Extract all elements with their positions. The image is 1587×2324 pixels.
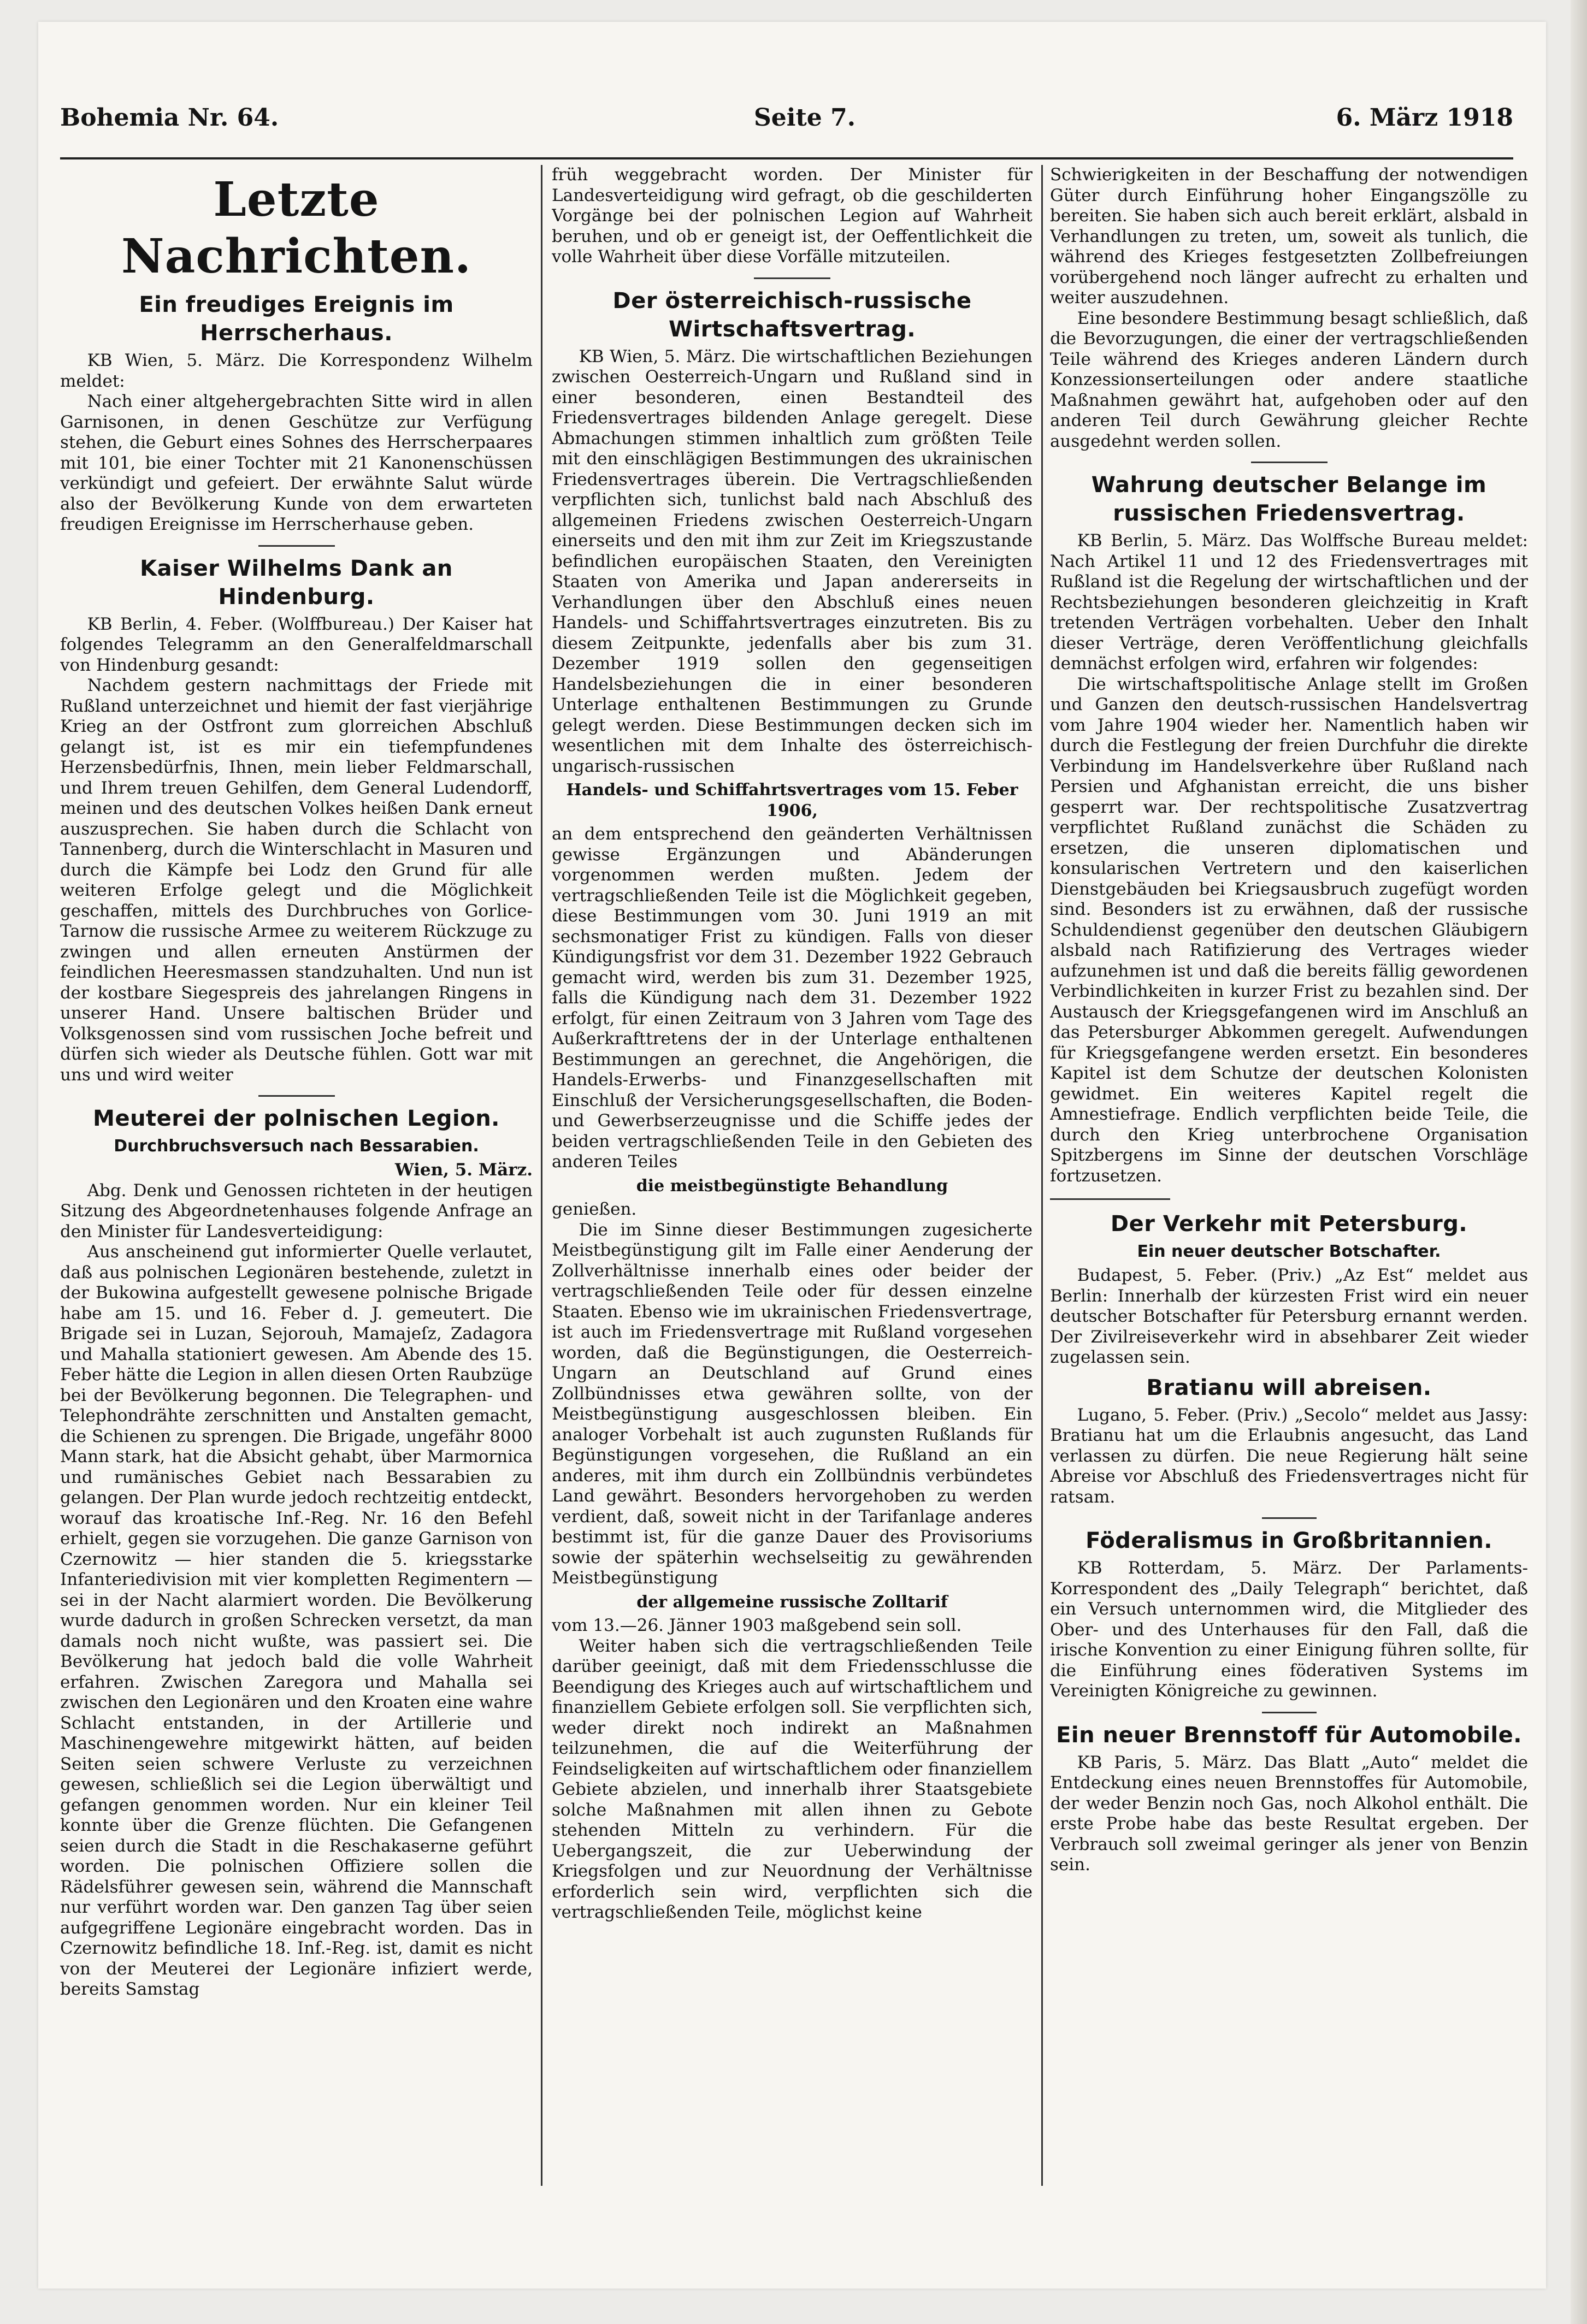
- article-paragraph: genießen.: [552, 1199, 637, 1219]
- article-paragraph: KB Berlin, 5. März. Das Wolffsche Bureau meldet: Nach Artikel 11 und 12 des Friedensvertrages mit Rußland ist die Regelung der wirtschaftlichen und der Rechtsbeziehungen besonderen gleichzeitig in Kraft tretenden Verträgen vorbehalten. Ueber den Inhalt dieser Verträge, deren Veröffentlichung gleichfalls demnächst erfolgen wird, erfahren wir folgendes:: [1050, 531, 1528, 673]
- column-2: [552, 165, 1033, 2197]
- column-1: [60, 165, 533, 2197]
- article-paragraph: Abg. Denk und Genossen richteten in der heutigen Sitzung des Abgeordnetenhauses folgende Anfrage an den Minister für Landesverteidigung:: [60, 1180, 533, 1241]
- article-title: Ein freudiges Ereignis im Herrscherhaus.: [139, 292, 454, 346]
- article-paragraph: an dem entsprechend den geänderten Verhältnissen gewisse Ergänzungen und Abänderungen vorgenommen werden mußten. Jedem der vertragschließenden Teile ist die Möglichkeit gegeben, diese Bestimmungen vom 30. Juni 1919 an mit sechsmonatiger Frist zu kündigen. Falls von dieser Kündigungsfrist vor dem 31. Dezember 1922 Gebrauch gemacht wird, werden bis zum 31. Dezember 1925, falls die Kündigung nach dem 31. Dezember 1922 erfolgt, für einen Zeitraum von 3 Jahren vom Tage des Außerkrafttretens der in der Unterlage enthaltenen Bestimmungen an gerechnet, die Angehörigen, die Handels-Erwerbs- und Finanzgesellschaften mit Einschluß der Versicherungsgesellschaften, die Boden- und Gewerbserzeugnisse und die Schiffe jedes der beiden vertragschließenden Teile in den Gebieten des anderen Teiles: [552, 824, 1033, 1172]
- article-paragraph: KB Paris, 5. März. Das Blatt „Auto“ meldet die Entdeckung eines neuen Brennstoffes für Automobile, der weder Benzin noch Gas, noch Alkohol enthält. Die erste Probe habe das beste Resultat ergeben. Der Verbrauch soll zweimal geringer als jener von Benzin sein.: [1050, 1752, 1528, 1874]
- column-rule-2: [1041, 165, 1043, 2186]
- article-title: Bratianu will abreisen.: [1146, 1375, 1432, 1400]
- scanner-edge-shadow: [1571, 0, 1587, 2324]
- article-paragraph: KB Wien, 5. März. Die wirtschaftlichen Beziehungen zwischen Oesterreich-Ungarn und Rußland sind in einer besonderen, einen Bestandteil des Friedensvertrages bildenden Anlage geregelt. Diese Abmachungen stimmen inhaltlich zum größten Teile mit den einschlägigen Bestimmungen des ukrainischen Friedensvertrages überein. Die Vertragschließenden verpflichten sich, tunlichst bald nach Abschluß des allgemeinen Friedens zwischen Oesterreich-Ungarn einerseits und den mit ihm zur Zeit im Kriegszustande befindlichen europäischen Staaten, den Vereinigten Staaten von Amerika und Japan andererseits in Verhandlungen über den Abschluß eines neuen Handels- und Schiffahrtsvertrages einzutreten. Bis zu diesem Zeitpunkte, jedenfalls aber bis zum 31. Dezember 1919 sollen den gegenseitigen Handelsbeziehungen die in einer besonderen Unterlage enthaltenen Bestimmungen zu Grunde gelegt werden. Diese Bestimmungen decken sich im wesentlichen mit dem Inhalte des österreichisch-ungarisch-russischen: [552, 346, 1033, 776]
- article-paragraph: Weiter haben sich die vertragschließenden Teile darüber geeinigt, daß mit dem Friedensschlusse die Beendigung des Krieges auch auf wirtschaftlichem und finanziellem Gebiete erfolgen soll. Sie verpflichten sich, weder direkt noch indirekt an Maßnahmen teilzunehmen, die auf die Weiterführung der Feindseligkeiten auf wirtschaftlichem oder finanziellem Gebiete abzielen, und innerhalb ihrer Staatsgebiete solche Maßnahmen mit allen ihnen zu Gebote stehenden Mitteln zu verhindern. Für die Uebergangszeit, die zur Ueberwindung der Kriegsfolgen und zur Neuordnung der Verhältnisse erforderlich sein wird, verpflichten sich die vertragschließenden Teile, möglichst keine: [552, 1636, 1033, 1922]
- article-paragraph: KB Berlin, 4. Feber. (Wolffbureau.) Der Kaiser hat folgendes Telegramm an den Generalfeldmarschall von Hindenburg gesandt:: [60, 614, 533, 675]
- article-paragraph: Nach einer altgehergebrachten Sitte wird in allen Garnisonen, in denen Geschütze zur Verfügung stehen, die Geburt eines Sohnes des Herrscherpaares mit 101, bie einer Tochter mit 21 Kanonenschüssen verkündigt und gefeiert. Der erwähnte Salut würde also der Bevölkerung Kunde von dem erwarteten freudigen Ereignisse im Herrscherhause geben.: [60, 392, 533, 534]
- article-paragraph: Eine besondere Bestimmung besagt schließlich, daß die Bevorzugungen, die einer der vertragschließenden Teile während des Krieges anderen Ländern durch Konzessionserteilungen oder andere staatliche Maßnahmen gewährt hat, aufgehoben oder auf den anderen Teil durch Gewährung gleicher Rechte ausgedehnt werden sollen.: [1050, 308, 1528, 451]
- header-rule: [60, 157, 1513, 159]
- article-separator: [1050, 1198, 1170, 1200]
- article-continuation: Schwierigkeiten in der Beschaffung der notwendigen Güter durch Einführung hoher Eingangszölle zu bereiten. Sie haben sich auch bereit erklärt, alsbald in Verhandlungen zu treten, um, soweit als tunlich, die während des Krieges festgesetzten Zollbefreiungen vorübergehend noch länger aufrecht zu erhalten und weiter auszudehnen.: [1050, 165, 1528, 307]
- article-subhead: Handels- und Schiffahrtsvertrages vom 15. Feber 1906,: [566, 780, 1018, 820]
- article-paragraph: Die im Sinne dieser Bestimmungen zugesicherte Meistbegünstigung gilt im Falle einer Aenderung der Zollverhältnisse innerhalb eines oder beider der vertragschließenden Teile oder für dessen einzelne Staaten. Ebenso wie im ukrainischen Friedensvertrage, ist auch im Friedensvertrage mit Rußland vorgesehen worden, daß die Begünstigungen, die Oesterreich-Ungarn an Deutschland auf Grund eines Zollbündnisses etwa gewähren sollte, von der Meistbegünstigung ausgeschlossen bleiben. Ein analoger Vorbehalt ist auch zugunsten Rußlands für Begünstigungen vorgesehen, die Rußland an ein anderes, mit ihm durch ein Zollbündnis verbündetes Land gewährt. Besonders hervorgehoben zu werden verdient, daß, soweit nicht in der Tarifanlage anderes bestimmt ist, für die ganze Dauer des Provisoriums sowie der späterhin wechselseitig zu gewährenden Meistbegünstigung: [552, 1220, 1033, 1588]
- header-date: 6. März 1918: [1336, 104, 1513, 132]
- article-title: Wahrung deutscher Belange im russischen Friedensvertrag.: [1091, 472, 1487, 526]
- article-title: Föderalismus in Großbritannien.: [1085, 1528, 1492, 1553]
- header-page-number: Seite 7.: [754, 104, 856, 132]
- article-title: Ein neuer Brennstoff für Automobile.: [1056, 1722, 1522, 1748]
- article-separator: [1251, 462, 1328, 463]
- column-rule-1: [541, 165, 542, 2186]
- column-3: [1050, 165, 1528, 2197]
- article-subtitle: Ein neuer deutscher Botschafter.: [1137, 1242, 1441, 1261]
- article-paragraph: KB Rotterdam, 5. März. Der Parlaments-Korrespondent des „Daily Telegraph“ berichtet, daß ein Versuch unternommen wird, die Mitglieder des Ober- und des Unterhauses für den Fall, daß die irische Konvention zu einer Einigung führen sollte, für die Einführung eines föderativen Systems im Vereinigten Königreiche zu gewinnen.: [1050, 1558, 1528, 1701]
- article-separator: [258, 1095, 335, 1097]
- article-subhead: die meistbegünstigte Behandlung: [636, 1176, 948, 1196]
- article-subtitle: Durchbruchsversuch nach Bessarabien.: [114, 1137, 479, 1156]
- article-paragraph: Lugano, 5. Feber. (Priv.) „Secolo“ meldet aus Jassy: Bratianu hat um die Erlaubnis angesucht, das Land verlassen zu dürfen. Die neue Regierung hält seine Abreise vor Abschluß des Friedensvertrages nicht für ratsam.: [1050, 1405, 1528, 1507]
- header-publication: Bohemia Nr. 64.: [60, 104, 279, 132]
- article-title: Der Verkehr mit Petersburg.: [1110, 1211, 1468, 1237]
- article-paragraph: Nachdem gestern nachmittags der Friede mit Rußland unterzeichnet und hiemit der fast vierjährige Krieg an der Ostfront zum glorreichen Abschluß gelangt ist, ist es mir ein tiefempfundenes Herzensbedürfnis, Ihnen, mein lieber Feldmarschall, und Ihrem treuen Gehilfen, dem General Ludendorff, meinen und des deutschen Volkes heißen Dank erneut auszusprechen. Sie haben durch die Schlacht von Tannenberg, durch die Winterschlacht in Masuren und durch die Kämpfe bei Lodz den Grund für alle weiteren Erfolge gelegt und die Möglichkeit geschaffen, mittels des Durchbruches von Gorlice-Tarnow die russische Armee zu weiterem Rückzuge zu zwingen und allen erneuten Anstürmen der feindlichen Heeresmassen standzuhalten. Und nun ist der kostbare Siegespreis des jahrelangen Ringens in unserer Hand. Unsere baltischen Brüder und Volksgenossen sind vom russischen Joche befreit und dürfen sich wieder als Deutsche fühlen. Gott war mit uns und wird weiter: [60, 676, 533, 1085]
- article-paragraph: Die wirtschaftspolitische Anlage stellt im Großen und Ganzen den deutsch-russischen Handelsvertrag vom Jahre 1904 wieder her. Namentlich haben wir durch die Festlegung der freien Durchfuhr die direkte Verbindung im Handelsverkehre über Rußland nach Persien und Afghanistan erreicht, die uns bisher gesperrt war. Der rechtspolitische Zusatzvertrag verpflichtet Rußland zunächst die Schäden zu ersetzen, die unseren diplomatischen und konsularischen Vertretern und den kaiserlichen Dienstgebäuden bei Kriegsausbruch zugefügt worden sind. Besonders ist zu erwähnen, daß der russische Schuldendienst gegenüber den deutschen Gläubigern alsbald nach Ratifizierung des Vertrages wieder aufzunehmen ist und daß die bereits fällig gewordenen Verbindlichkeiten in kurzer Frist zu bezahlen sind. Der Austausch der Kriegsgefangenen wird im Anschluß an das Petersburger Abkommen geregelt. Aufwendungen für Kriegsgefangene werden ersetzt. Ein besonderes Kapitel ist dem Schutze der deutschen Kolonisten gewidmet. Ein weiteres Kapitel regelt die Amnestiefrage. Endlich verpflichten beide Teile, die durch den Krieg unterbrochene Organisation Spitzbergens im Sinne der deutschen Vorschläge fortzusetzen.: [1050, 674, 1528, 1186]
- article-title: Kaiser Wilhelms Dank an Hindenburg.: [140, 555, 453, 610]
- article-continuation: früh weggebracht worden. Der Minister für Landesverteidigung wird gefragt, ob die geschilderten Vorgänge bei der polnischen Legion auf Wahrheit beruhen, und ob er geneigt ist, der Oeffentlichkeit die volle Wahrheit über diese Vorfälle mitzuteilen.: [552, 165, 1033, 267]
- article-separator: [1262, 1517, 1317, 1519]
- article-separator: [258, 545, 335, 547]
- article-paragraph: vom 13.—26. Jänner 1903 maßgebend sein soll.: [552, 1616, 962, 1635]
- section-masthead: Letzte Nachrichten.: [121, 172, 471, 284]
- article-separator: [754, 277, 830, 279]
- running-header: [60, 104, 1513, 147]
- article-paragraph: KB Wien, 5. März. Die Korrespondenz Wilhelm meldet:: [60, 351, 533, 391]
- newspaper-page: [38, 22, 1546, 2288]
- article-separator: [1262, 1712, 1317, 1713]
- article-dateline: Wien, 5. März.: [394, 1160, 533, 1180]
- article-paragraph: Budapest, 5. Feber. (Priv.) „Az Est“ meldet aus Berlin: Innerhalb der kürzesten Frist wird ein neuer deutscher Botschafter für Petersburg ernannt werden. Der Zivilreiseverkehr wird in absehbarer Zeit wieder zugelassen sein.: [1050, 1266, 1528, 1367]
- article-subhead: der allgemeine russische Zolltarif: [636, 1592, 948, 1612]
- article-title: Meuterei der polnischen Legion.: [93, 1106, 500, 1131]
- article-paragraph: Aus anscheinend gut informierter Quelle verlautet, daß aus polnischen Legionären bestehende, zuletzt in der Bukowina aufgestellt gewesene polnische Brigade habe am 15. und 16. Feber d. J. gemeutert. Die Brigade sei in Luzan, Sejorouh, Mamajeſz, Zadagora und Mahalla stationiert gewesen. Am Abende des 15. Feber hätte die Legion in allen diesen Orten Raubzüge bei der Bevölkerung begonnen. Die Telegraphen- und Telephondrähte zerschnitten und Anstalten gemacht, die Schienen zu sprengen. Die Brigade, ungefähr 8000 Mann stark, hat die Absicht gehabt, über Marmornica und rumänisches Gebiet nach Bessarabien zu gelangen. Der Plan wurde jedoch rechtzeitig entdeckt, worauf das kroatische Inf.-Reg. Nr. 16 den Befehl erhielt, gegen sie vorzugehen. Die ganze Garnison von Czernowitz — hier standen die 5. kriegsstarke Infanteriedivision mit vier kompletten Regimentern — sei in der Nacht alarmiert worden. Die Bevölkerung wurde dadurch in großen Schrecken versetzt, da man damals noch nicht wußte, was passiert sei. Die Bevölkerung hat jedoch bald die volle Wahrheit erfahren. Zwischen Zaregora und Mahalla sei zwischen den Legionären und den Kroaten eine wahre Schlacht entstanden, in der Artillerie und Maschinengewehre mitgewirkt hätten, auf beiden Seiten seien schwere Verluste zu verzeichnen gewesen, schließlich sei die Legion überwältigt und gefangen genommen worden. Nur ein kleiner Teil konnte über die Grenze flüchten. Die Gefangenen seien durch die Stadt in die Reschakaserne geführt worden. Die polnischen Offiziere sollen die Rädelsführer gewesen sein, während die Mannschaft nur verführt worden war. Den ganzen Tag über seien aufgegriffene Legionäre eingebracht worden. Das in Czernowitz befindliche 18. Inf.-Reg. ist, damit es nicht von der Meuterei der Legionäre infiziert werde, bereits Samstag: [60, 1242, 533, 1999]
- article-title: Der österreichisch-russische Wirtschaftsvertrag.: [612, 288, 972, 342]
